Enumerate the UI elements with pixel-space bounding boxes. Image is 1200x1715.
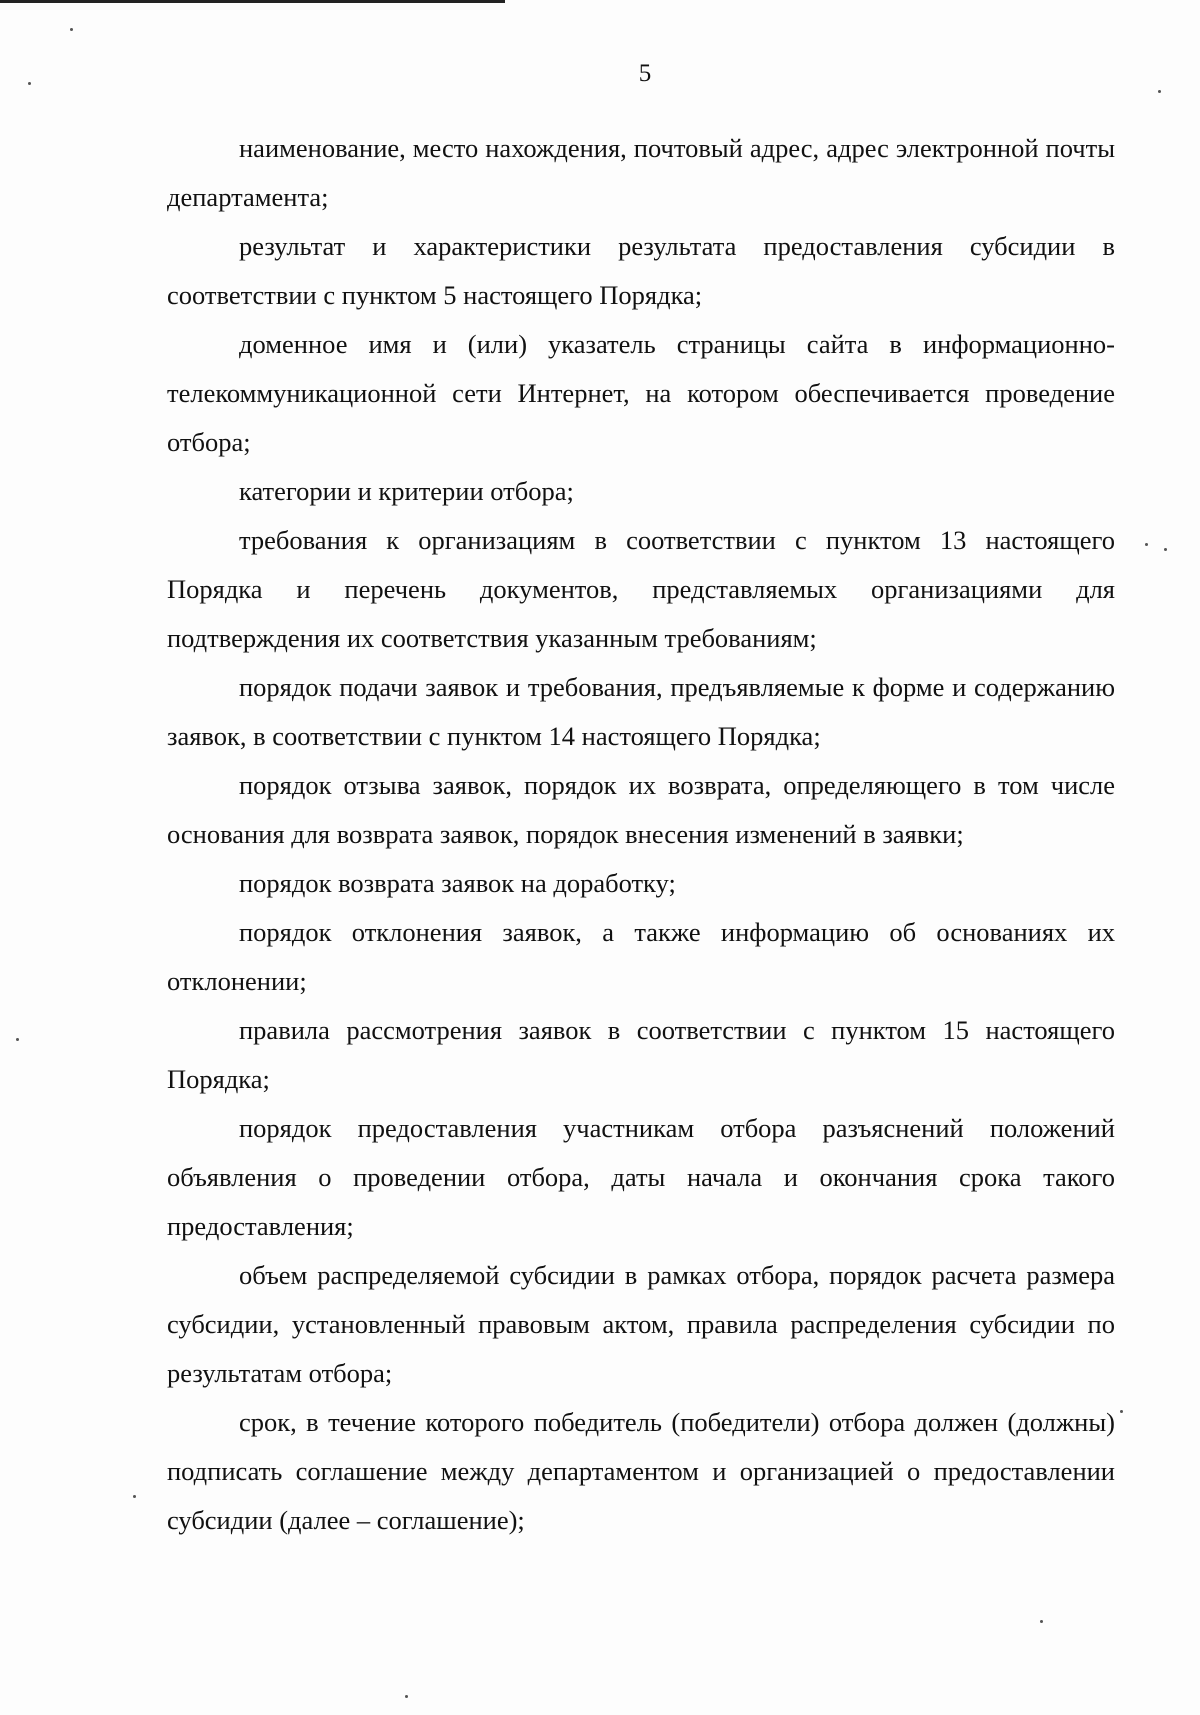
scan-speck	[1164, 548, 1167, 551]
scan-speck	[70, 28, 73, 31]
scan-speck	[1040, 1620, 1043, 1623]
paragraph: правила рассмотрения заявок в соответствии с пунктом 15 настоящего Порядка;	[167, 1015, 1115, 1094]
paragraph: порядок подачи заявок и требования, предъявляемые к форме и содержанию заявок, в соответствии с пунктом 14 настоящего Порядка;	[167, 672, 1115, 751]
scan-speck	[1158, 90, 1161, 93]
scan-speck	[28, 82, 31, 85]
paragraph: результат и характеристики результата предоставления субсидии в соответствии с пунктом 5 настоящего Порядка;	[167, 231, 1115, 310]
paragraph: порядок предоставления участникам отбора разъяснений положений объявления о проведении отбора, даты начала и окончания срока такого предоставления;	[167, 1113, 1115, 1241]
paragraph: срок, в течение которого победитель (победители) отбора должен (должны) подписать соглашение между департаментом и организацией о предоставлении субсидии (далее – соглашение);	[167, 1407, 1115, 1535]
paragraph: порядок отзыва заявок, порядок их возврата, определяющего в том числе основания для возврата заявок, порядок внесения изменений в заявки;	[167, 770, 1115, 849]
scan-speck	[16, 1038, 19, 1041]
paragraph: порядок отклонения заявок, а также информацию об основаниях их отклонении;	[167, 917, 1115, 996]
paragraph: порядок возврата заявок на доработку;	[239, 868, 676, 898]
paragraph: требования к организациям в соответствии с пунктом 13 настоящего Порядка и перечень документов, представляемых организациями для подтверждения их соответствия указанным требованиям;	[167, 525, 1115, 653]
paragraph: доменное имя и (или) указатель страницы сайта в информационно-телекоммуникационной сети Интернет, на котором обеспечивается проведение отбора;	[167, 329, 1115, 457]
document-body	[167, 124, 1115, 1545]
page-number: 5	[638, 60, 652, 87]
paragraph: категории и критерии отбора;	[239, 476, 574, 506]
paragraph: объем распределяемой субсидии в рамках отбора, порядок расчета размера субсидии, установленный правовым актом, правила распределения субсидии по результатам отбора;	[167, 1260, 1115, 1388]
scan-speck	[1120, 1410, 1123, 1413]
scan-speck	[1145, 543, 1148, 546]
scan-speck	[133, 1495, 136, 1498]
top-border-line	[0, 0, 505, 3]
paragraph: наименование, место нахождения, почтовый адрес, адрес электронной почты департамента;	[167, 133, 1115, 212]
scan-speck	[405, 1695, 408, 1698]
